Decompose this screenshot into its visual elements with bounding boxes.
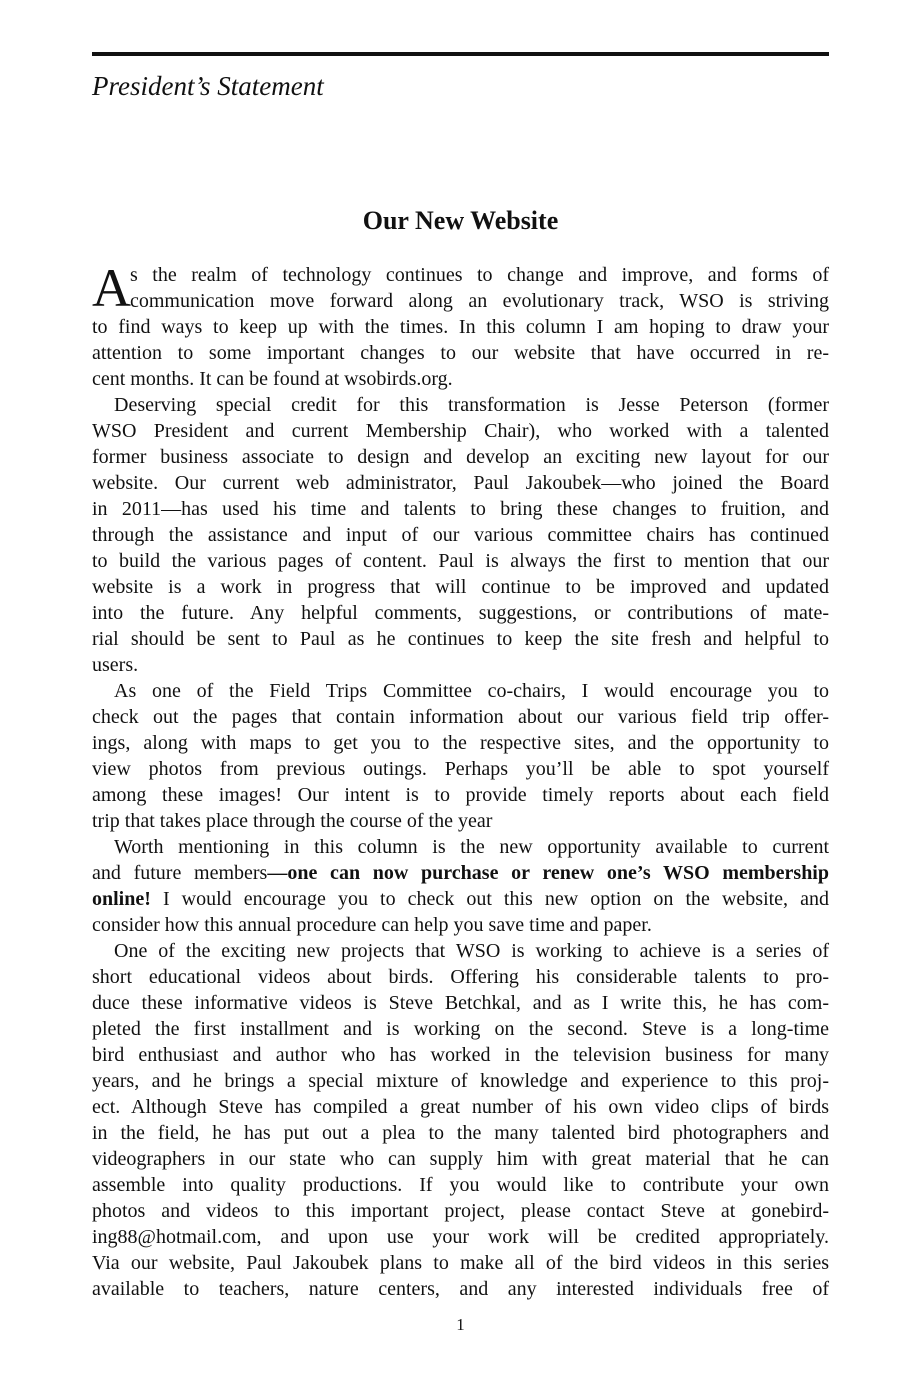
article-title: Our New Website bbox=[362, 206, 559, 235]
text-line: years, and he brings a special mixture of knowledge and experience to this proj- bbox=[92, 1070, 829, 1092]
text-line: photos and videos to this important project, please contact Steve at gonebird- bbox=[92, 1200, 829, 1222]
text-line: cent months. It can be found at wsobirds.org. bbox=[92, 368, 453, 390]
text-line: former business associate to design and develop an exciting new layout for our bbox=[92, 446, 829, 468]
text-line: in the field, he has put out a plea to the many talented bird photographers and bbox=[92, 1122, 829, 1144]
text-line: short educational videos about birds. Offering his considerable talents to pro- bbox=[92, 966, 829, 988]
text-line: One of the exciting new projects that WSO is working to achieve is a series of bbox=[114, 940, 829, 962]
text-line: bird enthusiast and author who has worked in the television business for many bbox=[92, 1044, 829, 1066]
text-line: pleted the first installment and is working on the second. Steve is a long-time bbox=[92, 1018, 829, 1040]
text-line: As one of the Field Trips Committee co-chairs, I would encourage you to bbox=[114, 680, 829, 702]
text-line: Via our website, Paul Jakoubek plans to make all of the bird videos in this series bbox=[92, 1252, 829, 1274]
text-line: ect. Although Steve has compiled a great number of his own video clips of birds bbox=[92, 1096, 829, 1118]
text-line bbox=[92, 860, 829, 886]
text-line: available to teachers, nature centers, and any interested individuals free of bbox=[92, 1278, 829, 1300]
text-line: rial should be sent to Paul as he continues to keep the site fresh and helpful to bbox=[92, 628, 829, 650]
text-line: duce these informative videos is Steve Betchkal, and as I write this, he has com- bbox=[92, 992, 829, 1014]
text-line: users. bbox=[92, 654, 139, 676]
text-line: s the realm of technology continues to change and improve, and forms of bbox=[130, 264, 829, 286]
text-line: into the future. Any helpful comments, suggestions, or contributions of mate- bbox=[92, 602, 829, 624]
text-segment: and future members bbox=[92, 862, 268, 884]
header-rule bbox=[92, 52, 829, 56]
text-line: Worth mentioning in this column is the new opportunity available to current bbox=[114, 836, 829, 858]
text-line: WSO President and current Membership Chair), who worked with a talented bbox=[92, 420, 829, 442]
text-line: in 2011—has used his time and talents to bring these changes to fruition, and bbox=[92, 498, 829, 520]
text-line: check out the pages that contain information about our various field trip offer- bbox=[92, 706, 829, 728]
page-number: 1 bbox=[456, 1315, 465, 1334]
text-line: website. Our current web administrator, Paul Jakoubek—who joined the Board bbox=[92, 472, 829, 494]
text-line: communication move forward along an evolutionary track, WSO is striving bbox=[130, 290, 829, 312]
text-line: view photos from previous outings. Perhaps you’ll be able to spot yourself bbox=[92, 758, 829, 780]
membership-emphasis: online! bbox=[92, 888, 151, 910]
text-line: Deserving special credit for this transformation is Jesse Peterson (former bbox=[114, 394, 829, 416]
text-line: attention to some important changes to our website that have occurred in re- bbox=[92, 342, 829, 364]
text-line: trip that takes place through the course of the year bbox=[92, 810, 493, 832]
membership-emphasis: —one can now purchase or renew one’s WSO membership bbox=[267, 862, 829, 884]
text-line bbox=[92, 886, 829, 912]
text-line: among these images! Our intent is to provide timely reports about each field bbox=[92, 784, 829, 806]
drop-cap: A bbox=[92, 258, 131, 318]
text-line: videographers in our state who can supply him with great material that he can bbox=[92, 1148, 829, 1170]
section-header: President’s Statement bbox=[92, 71, 324, 101]
text-line: through the assistance and input of our various committee chairs has continued bbox=[92, 524, 829, 546]
text-line: ing88@hotmail.com, and upon use your work will be credited appropriately. bbox=[92, 1226, 829, 1248]
text-line: to find ways to keep up with the times. In this column I am hoping to draw your bbox=[92, 316, 829, 338]
text-line: ings, along with maps to get you to the respective sites, and the opportunity to bbox=[92, 732, 829, 754]
text-segment: I would encourage you to check out this new option on the website, and bbox=[150, 888, 829, 910]
text-line: to build the various pages of content. Paul is always the first to mention that our bbox=[92, 550, 829, 572]
text-line: assemble into quality productions. If you would like to contribute your own bbox=[92, 1174, 829, 1196]
text-line: website is a work in progress that will continue to be improved and updated bbox=[92, 576, 829, 598]
text-line: consider how this annual procedure can help you save time and paper. bbox=[92, 914, 652, 936]
article-body bbox=[92, 258, 829, 1302]
